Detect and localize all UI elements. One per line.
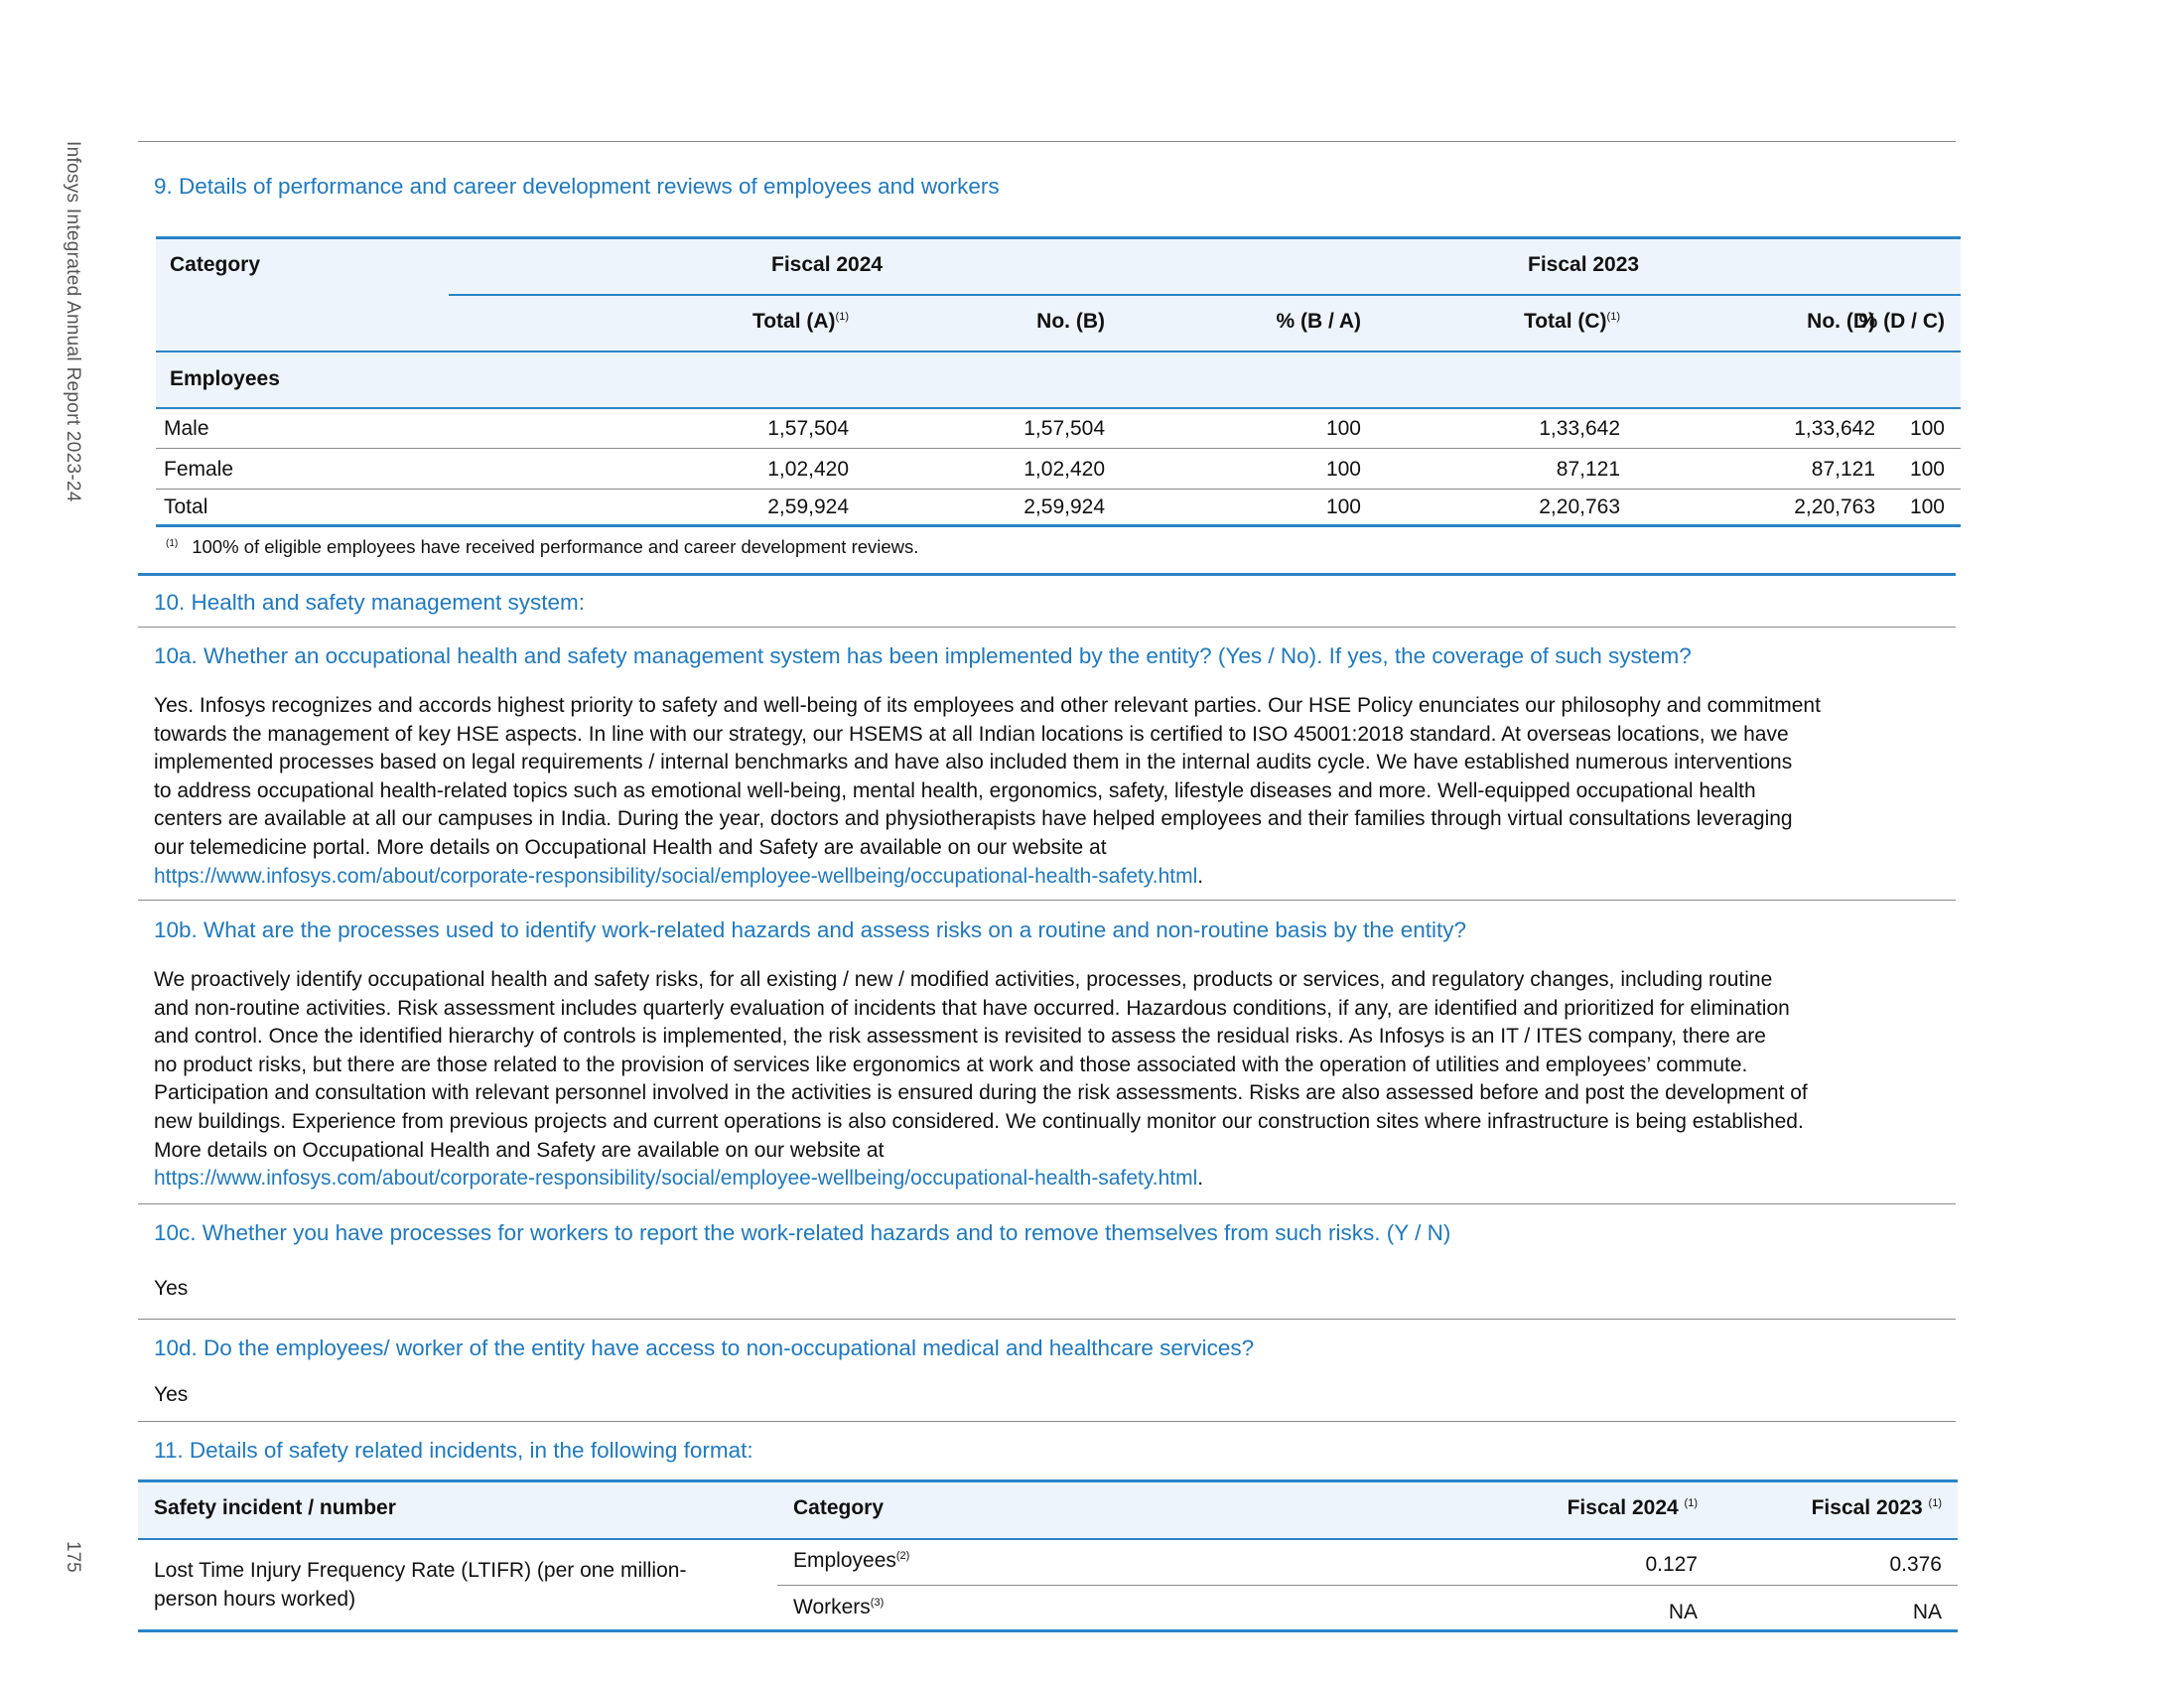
q10d-answer: Yes [154, 1383, 189, 1406]
q10b-link-line [154, 1165, 1951, 1194]
q10c-question: 10c. Whether you have processes for workers to report the work-related hazards and to remove themselves from such risks. (Y / N) [154, 1220, 1451, 1245]
row-label: Total [164, 495, 208, 518]
q10a-line: our telemedicine portal. More details on Occupational Health and Safety are available on our website at [154, 835, 1107, 859]
col-category-header: Category [793, 1496, 885, 1519]
fy23-cell: NA [1912, 1601, 1942, 1623]
section-9-end-rule [138, 573, 1956, 576]
cell: 1,33,642 [1539, 417, 1620, 440]
cell: 1,57,504 [767, 417, 849, 440]
category-label: Employees [793, 1549, 896, 1572]
q10a-line: implemented processes based on legal requirements / internal benchmarks and have also included them in the internal audits cycle. We have established numerous interventions [154, 751, 1793, 774]
col-no-b: No. (B) [1036, 310, 1105, 333]
q10b-rule [138, 1203, 1956, 1204]
cell: 2,59,924 [767, 495, 849, 518]
q10b-line: no product risks, but there are those related to the provision of services like ergonomics at work and those associated with the operation of utilities and employees’ commute. [154, 1053, 1748, 1076]
cell: 100 [1325, 458, 1361, 481]
cell: 87,121 [1811, 458, 1875, 481]
incident-label [154, 1556, 686, 1614]
fy24-cell: 0.127 [1645, 1553, 1698, 1576]
fy23-cell: 0.376 [1889, 1553, 1942, 1576]
review-row-male [156, 408, 1961, 449]
safety-row-employees [777, 1537, 1958, 1586]
col-total-c-label: Total (C) [1523, 310, 1607, 333]
top-rule [138, 141, 1956, 142]
row-label: Male [164, 417, 209, 440]
q10b-line: More details on Occupational Health and Safety are available on our website at [154, 1138, 885, 1162]
col-total-a [752, 310, 849, 334]
q10c-rule [138, 1319, 1956, 1320]
category-label: Workers [793, 1596, 871, 1618]
employees-group-label: Employees [170, 367, 280, 390]
q10a-question: 10a. Whether an occupational health and safety management system has been implemented by the entity? (Yes / No). If yes, the coverage of such system? [154, 643, 1692, 668]
col-pct-ba: % (B / A) [1276, 310, 1361, 333]
category-cell [793, 1596, 884, 1619]
q10a-line: centers are available at all our campuses in India. During the year, doctors and physiotherapists have helped employees and their families through virtual consultations leveraging [154, 807, 1793, 831]
col-fy24-label: Fiscal 2024 [1567, 1496, 1679, 1519]
category-note: (2) [895, 1550, 910, 1562]
fy24-cell: NA [1668, 1601, 1698, 1623]
q10b-question: 10b. What are the processes used to identify work-related hazards and assess risks on a routine and non-routine basis by the entity? [154, 917, 1466, 942]
q10a-answer [154, 692, 1951, 891]
footnote-text: 100% of eligible employees have received performance and career development reviews. [192, 536, 919, 557]
header-divider [449, 294, 1961, 296]
q10d-question: 10d. Do the employees/ worker of the entity have access to non-occupational medical and healthcare services? [154, 1336, 1255, 1360]
safety-row-workers [777, 1587, 1958, 1630]
q10a-line: Yes. Infosys recognizes and accords highest priority to safety and well-being of its employees and other relevant parties. Our HSE Policy enunciates our philosophy and commitment [154, 694, 1821, 717]
table-footnote [166, 536, 918, 558]
cell: 100 [1909, 417, 1945, 440]
col-pct-dc: % (D / C) [1858, 310, 1945, 333]
q10b-line: and non-routine activities. Risk assessment includes quarterly evaluation of incidents that have occurred. Hazardous conditions, if any, are identified and prioritized for elimination [154, 996, 1790, 1020]
q10b-line: Participation and consultation with relevant personnel involved in the activities is ensured during the risk assessments. Risks are also assessed before and post the development of [154, 1081, 1808, 1105]
fiscal-2024-header: Fiscal 2024 [771, 253, 884, 276]
cell: 100 [1325, 495, 1361, 518]
q10b-line: new buildings. Experience from previous projects and current operations is also considered. We continually monitor our construction sites where infrastructure is being established. [154, 1109, 1804, 1133]
cell: 2,20,763 [1794, 495, 1875, 518]
col-fy23-note: (1) [1928, 1497, 1942, 1509]
q10a-link-end: . [1197, 864, 1204, 888]
safety-table [138, 1479, 1958, 1632]
col-fy24-header [1568, 1496, 1698, 1520]
incident-label-line1: Lost Time Injury Frequency Rate (LTIFR) (per one million- [154, 1559, 687, 1582]
cell: 1,33,642 [1794, 417, 1875, 440]
q10a-website-link[interactable]: https://www.infosys.com/about/corporate-responsibility/social/employee-wellbeing/occupational-health-safety.html [154, 864, 1198, 888]
cell: 1,02,420 [767, 458, 849, 481]
col-fy23-label: Fiscal 2023 [1811, 1496, 1923, 1519]
incident-label-line2: person hours worked) [154, 1588, 356, 1611]
q10b-line: and control. Once the identified hierarchy of controls is implemented, the risk assessment is revisited to assess the residual risks. As Infosys is an IT / ITES company, there are [154, 1025, 1766, 1049]
q10c-answer: Yes [154, 1277, 189, 1300]
cell: 1,57,504 [1024, 417, 1105, 440]
cell: 100 [1909, 495, 1945, 518]
cell: 2,20,763 [1539, 495, 1620, 518]
category-note: (3) [870, 1597, 885, 1609]
col-incident-header: Safety incident / number [154, 1496, 396, 1519]
cell: 100 [1325, 417, 1361, 440]
cell: 100 [1909, 458, 1945, 481]
safety-table-bottom-rule [138, 1629, 1958, 1632]
q10b-answer [154, 966, 1951, 1194]
section-10-heading: 10. Health and safety management system: [154, 590, 585, 615]
q10a-line: towards the management of key HSE aspects. In line with our strategy, our HSEMS at all Indian locations is certified to ISO 45001:2018 standard. At overseas locations, we have [154, 722, 1789, 746]
header-divider-2 [156, 351, 1961, 352]
q10a-rule [138, 900, 1956, 901]
col-total-a-note: (1) [835, 311, 849, 323]
q10a-line: to address occupational health-related topics such as emotional well-being, mental health, ergonomics, safety, lifestyle diseases and more. Well-equipped occupational health [154, 778, 1756, 802]
q10b-link-end: . [1197, 1167, 1204, 1191]
col-fy24-note: (1) [1684, 1497, 1698, 1509]
cell: 2,59,924 [1024, 495, 1105, 518]
report-title: Infosys Integrated Annual Report 2023-24 [63, 141, 83, 502]
review-row-total [156, 490, 1961, 527]
col-total-a-label: Total (A) [751, 310, 836, 333]
q10b-line: We proactively identify occupational health and safety risks, for all existing / new / modified activities, processes, products or services, and regulatory changes, including routine [154, 968, 1773, 991]
category-cell [793, 1549, 909, 1573]
category-header: Category [170, 253, 261, 276]
section-11-heading: 11. Details of safety related incidents, in the following format: [154, 1438, 753, 1463]
cell: 1,02,420 [1024, 458, 1105, 481]
row-label: Female [164, 458, 234, 481]
col-no-d: No. (D) [1807, 310, 1875, 333]
page-number: 175 [63, 1541, 83, 1573]
q10a-link-line [154, 863, 1951, 892]
col-total-c-note: (1) [1606, 311, 1620, 323]
section-10-rule [138, 627, 1956, 628]
cell: 87,121 [1556, 458, 1620, 481]
q10b-website-link[interactable]: https://www.infosys.com/about/corporate-responsibility/social/employee-wellbeing/occupational-health-safety.html [154, 1167, 1198, 1191]
col-total-c [1524, 310, 1620, 334]
review-row-female [156, 450, 1961, 490]
section-9-heading: 9. Details of performance and career development reviews of employees and workers [154, 174, 1000, 199]
q10d-rule [138, 1421, 1956, 1422]
fiscal-2023-header: Fiscal 2023 [1528, 253, 1640, 276]
footnote-marker: (1) [166, 537, 179, 549]
col-fy23-header [1812, 1496, 1942, 1520]
